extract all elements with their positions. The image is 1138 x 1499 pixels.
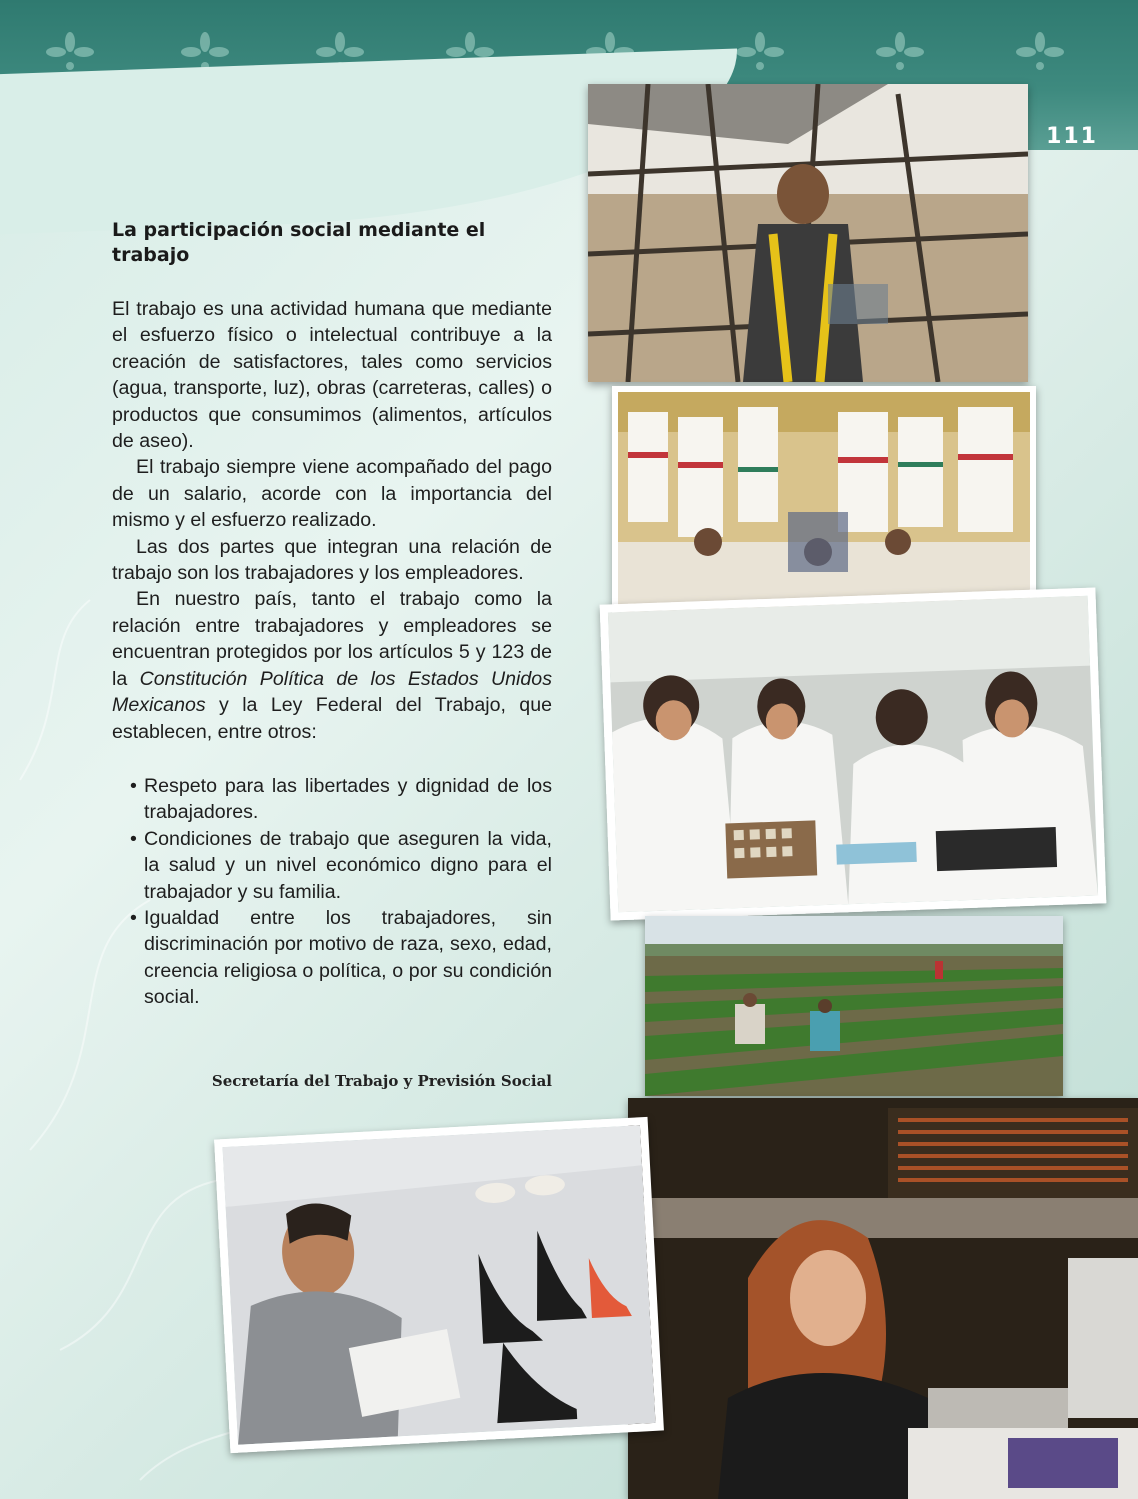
photo-laboratory: [600, 587, 1107, 920]
list-item: • Igualdad entre los trabajadores, sin discriminación por motivo de raza, sexo, edad, creencia religiosa o política, o por su condición social.: [130, 906, 552, 1009]
paragraph-4-start: En nuestro país, tanto el trabajo como la relación entre trabajadores y empleadores se encuentran protegidos por los artículos 5 y 123 de la: [112, 588, 552, 690]
list-item: • Condiciones de trabajo que aseguren la vida, la salud y un nivel económico digno para el trabajador y su familia.: [130, 827, 552, 903]
bullet-glyph: •: [130, 827, 137, 850]
bullet-glyph: •: [130, 906, 137, 929]
paragraph-2: El trabajo siempre viene acompañado del pago de un salario, acorde con la importancia del mismo y el esfuerzo realizado.: [112, 456, 552, 532]
paragraph-4-end: y la Ley Federal del Trabajo, que establecen, entre otros:: [112, 694, 552, 743]
rights-list: [112, 773, 552, 1011]
section-heading: La participación social mediante el trabajo: [112, 219, 486, 266]
paragraph-4: [112, 586, 552, 744]
paragraph-3: Las dos partes que integran una relación de trabajo son los trabajadores y los empleadores.: [112, 535, 552, 585]
photo-shoe-designer: [214, 1117, 664, 1453]
paragraph-1: El trabajo es una actividad humana que mediante el esfuerzo físico o intelectual contribuye a la creación de satisfactores, tales como servicios (agua, transporte, luz), obras (carreteras, calles) o productos que consumimos (alimentos, artículos de aseo).: [112, 298, 552, 453]
constitution-title: Constitución Política de los Estados Unidos Mexicanos: [112, 667, 552, 717]
source-credit: Secretaría del Trabajo y Previsión Social: [211, 1072, 552, 1090]
photo-stock-exchange: [628, 1098, 1138, 1499]
page-number: 111: [1046, 124, 1098, 149]
list-item: • Respeto para las libertades y dignidad de los trabajadores.: [130, 774, 552, 824]
bullet-glyph: •: [130, 774, 137, 797]
text-column: [112, 218, 552, 1011]
photo-textile-market: [612, 386, 1036, 618]
photo-construction-worker: [588, 84, 1028, 382]
photo-farm-field: [645, 916, 1063, 1096]
